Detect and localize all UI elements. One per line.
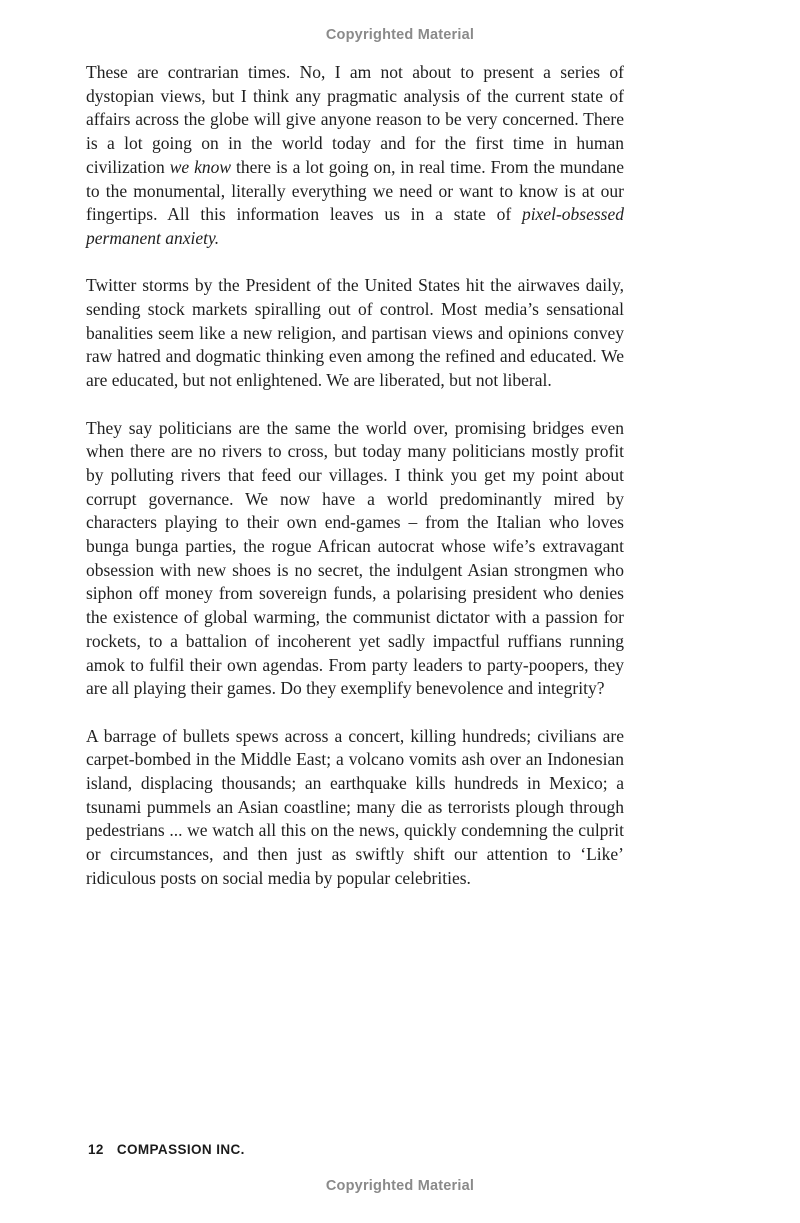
book-title: COMPASSION INC. (116, 1142, 245, 1157)
paragraph: Twitter storms by the President of the United States hit the airwaves daily, sending stock markets spiralling out of control. Most media’s sensational banalities seem like a new religion, and partisan views and opinions convey raw hatred and dogmatic thinking even among the refined and educated. We are educated, but not enlightened. We are liberated, but not liberal. (86, 275, 624, 391)
paragraph: These are contrarian times. No, I am not about to present a series of dystopian views, but I think any pragmatic analysis of the current state of affairs across the globe will give anyone reason to be very concerned. There is a lot going on in the world today and for the first time in human civilization we know there is a lot going on, in real time. From the mundane to the monumental, literally everything we need or want to know is at our fingertips. All this information leaves us in a state of pixel-obsessed permanent anxiety. (86, 62, 624, 248)
paragraph: They say politicians are the same the world over, promising bridges even when there are no rivers to cross, but today many politicians mostly profit by polluting rivers that feed our villages. I think you get my point about corrupt governance. We now have a world predominantly mired by characters playing to their own end-games – from the Italian who loves bunga bunga parties, the rogue African autocrat whose wife’s extravagant obsession with new shoes is no secret, the indulgent Asian strongmen who siphon off money from sovereign funds, a polarising president who denies the existence of global warming, the communist dictator with a passion for rockets, to a battalion of incoherent yet sadly impactful ruffians running amok to fulfil their own agendas. From party leaders to party-poopers, they are all playing their games. Do they exemplify benevolence and integrity? (86, 417, 624, 699)
copyright-notice-top: Copyrighted Material (325, 27, 475, 43)
body-text (86, 61, 624, 914)
page-number: 12 (88, 1142, 104, 1157)
page-footer (88, 1142, 245, 1157)
paragraph: A barrage of bullets spews across a concert, killing hundreds; civilians are carpet-bombed in the Middle East; a volcano vomits ash over an Indonesian island, displacing thousands; an earthquake kills hundreds in Mexico; a tsunami pummels an Asian coastline; many die as terrorists plough through pedestrians ... we watch all this on the news, quickly condemning the culprit or circumstances, and then just as swiftly shift our attention to ‘Like’ ridiculous posts on social media by popular celebrities. (86, 725, 624, 888)
copyright-notice-bottom: Copyrighted Material (325, 1178, 475, 1194)
